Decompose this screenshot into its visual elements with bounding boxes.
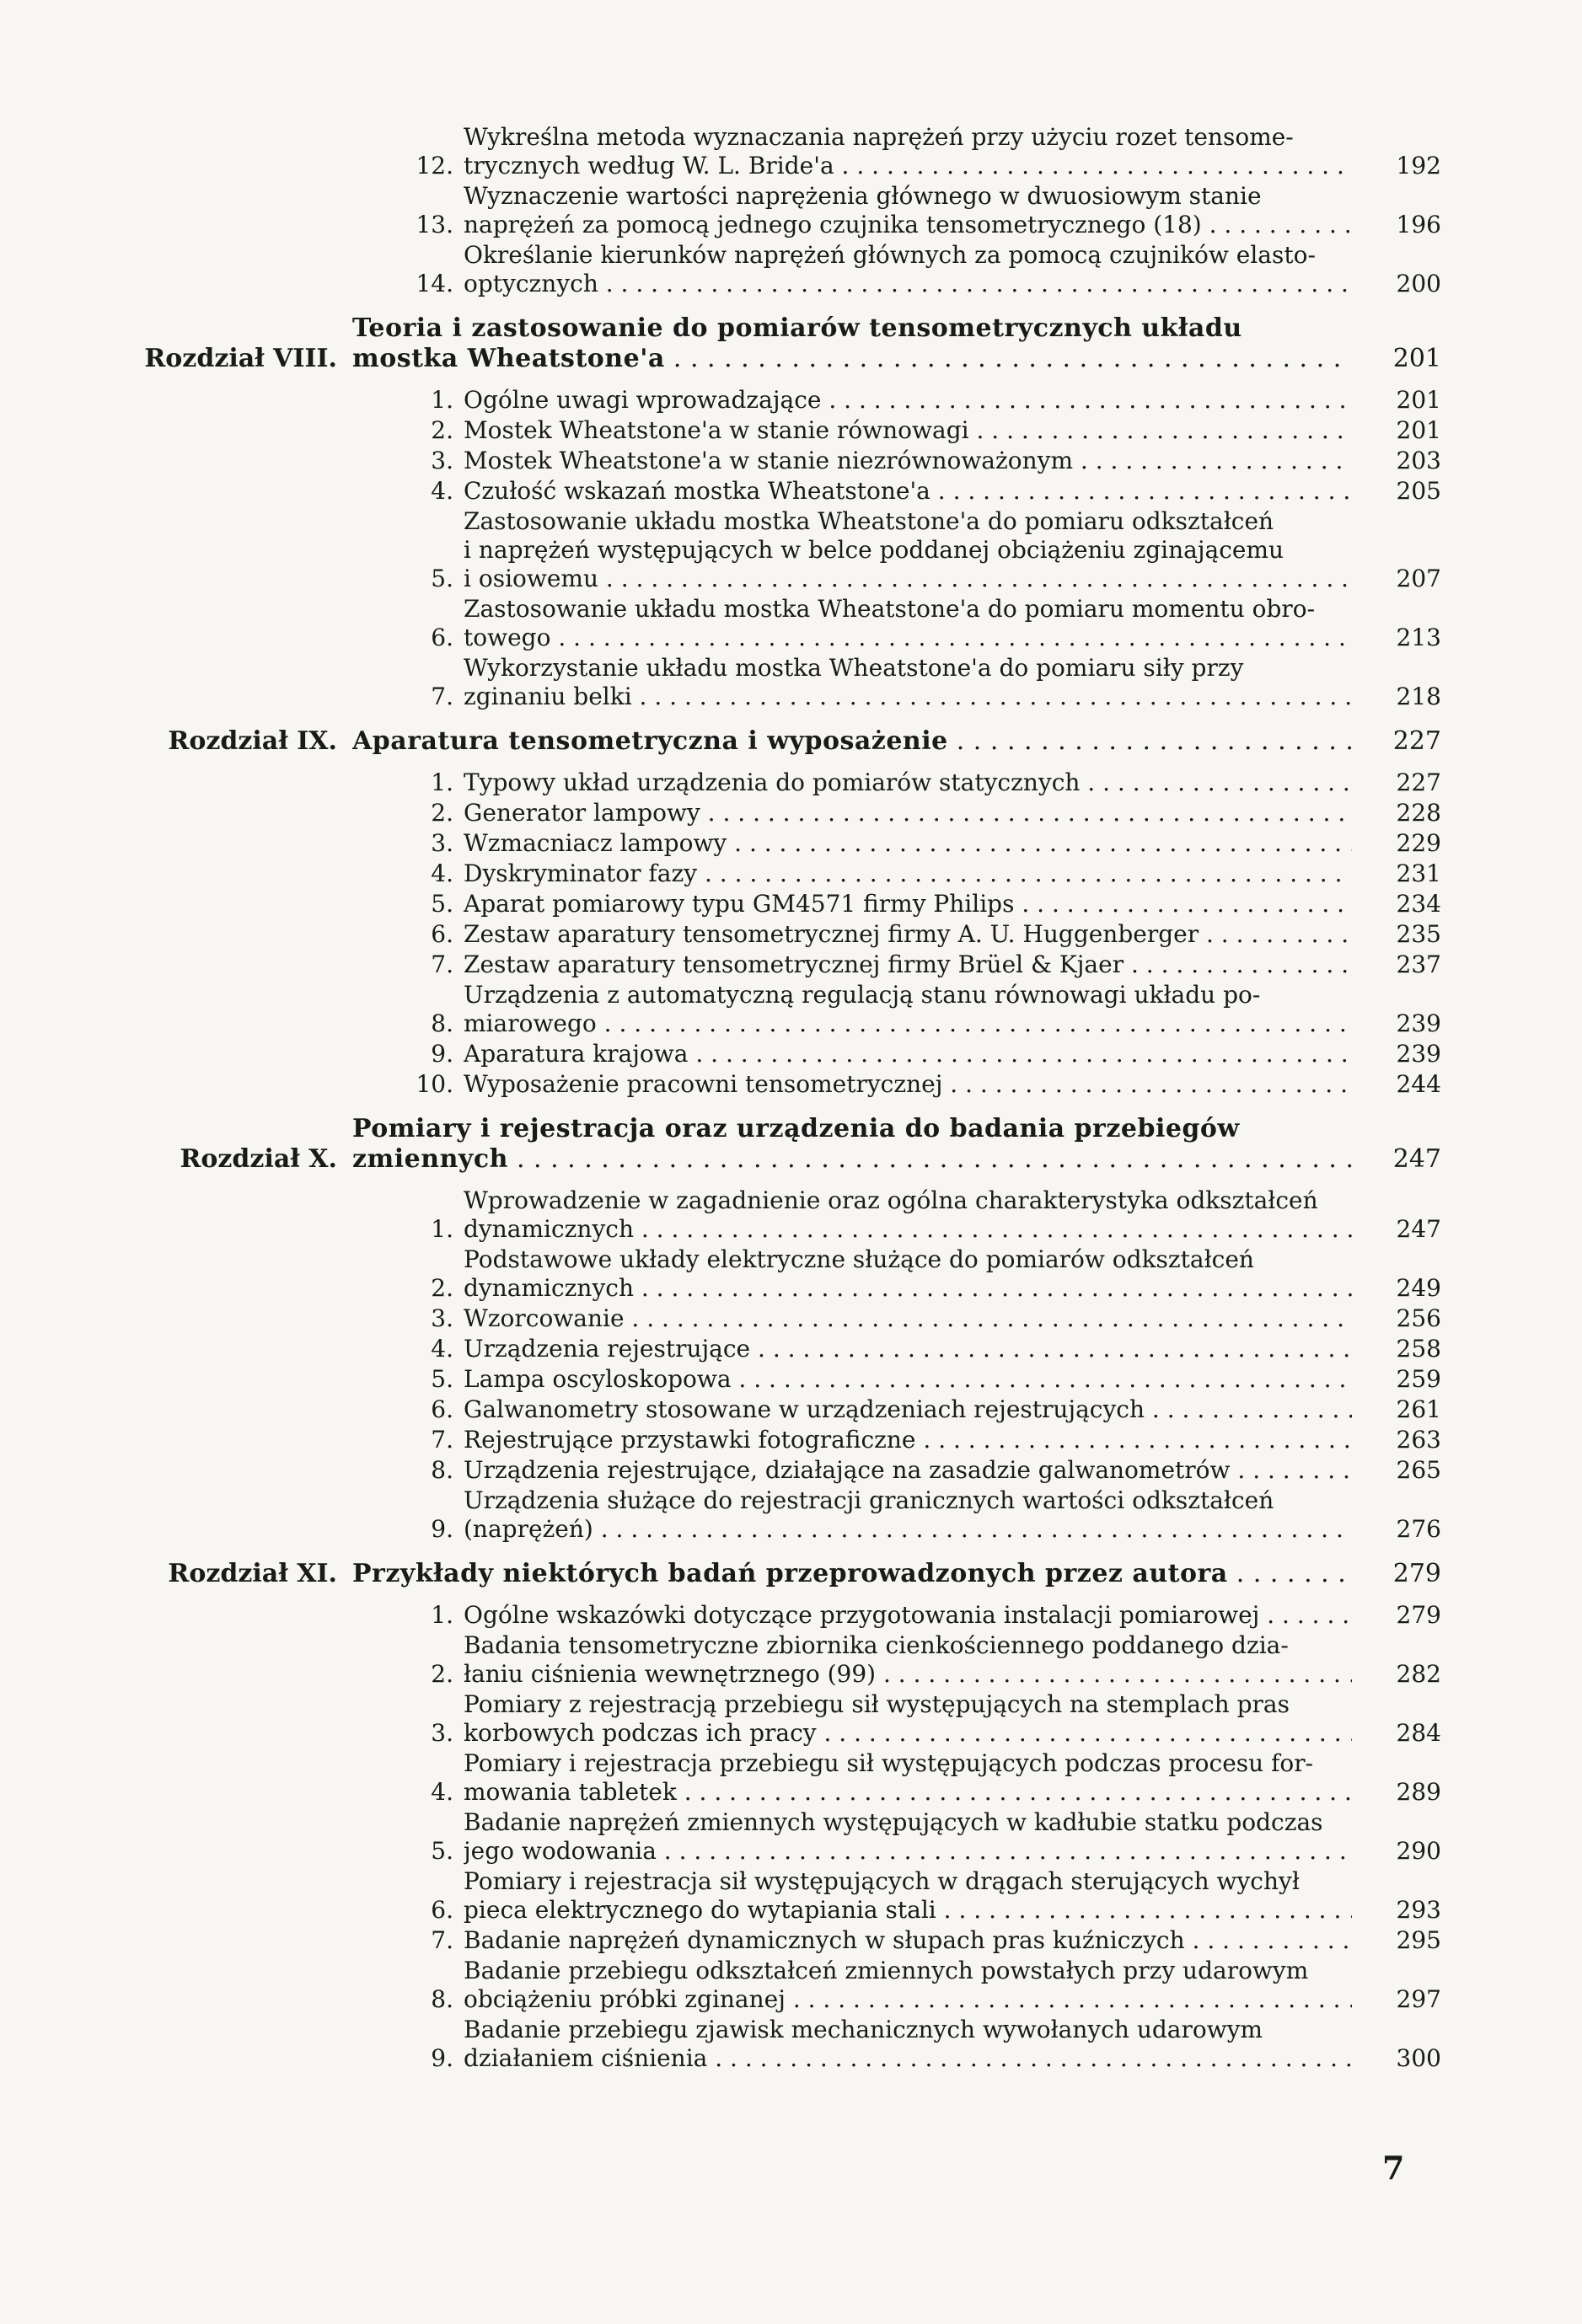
entry-page-number: 263 — [1396, 1426, 1441, 1454]
toc-entry — [126, 1631, 1441, 1689]
entry-title-line: Zastosowanie układu mostka Wheatstone'a do pomiaru momentu obro- — [464, 595, 1316, 623]
toc-entry — [126, 1690, 1441, 1748]
entry-title-last-line: Rejestrujące przystawki fotograficzne — [464, 1426, 916, 1454]
entry-page-number: 258 — [1396, 1335, 1441, 1363]
entry-title — [464, 981, 1357, 1038]
entry-title-last-line: Galwanometry stosowane w urządzeniach rejestrujących — [464, 1395, 1145, 1423]
entry-title — [464, 2016, 1357, 2073]
entry-title — [464, 829, 1357, 858]
entry-title — [464, 182, 1357, 239]
entry-number: 5. — [431, 1365, 453, 1393]
toc-entry — [126, 1749, 1441, 1807]
entry-title — [464, 1335, 1357, 1363]
entry-page-number: 244 — [1396, 1070, 1441, 1098]
chapter-label: Rozdział VIII. — [144, 344, 337, 373]
toc-entry — [126, 1304, 1441, 1333]
dot-leader — [593, 1515, 1352, 1543]
entry-title — [464, 1426, 1357, 1454]
dot-leader — [936, 1896, 1352, 1924]
entry-title-line: Badanie przebiegu odkształceń zmiennych powstałych przy udarowym — [464, 1957, 1309, 1984]
entry-page-number: 265 — [1396, 1456, 1441, 1484]
entry-title — [464, 890, 1357, 918]
entry-title-last-line: Wyposażenie pracowni tensometrycznej — [464, 1070, 943, 1098]
toc-entry — [126, 1040, 1441, 1068]
entry-title-last-line: Aparatura krajowa — [464, 1040, 689, 1068]
dot-leader — [625, 1304, 1352, 1332]
entry-title-line: Wykreślna metoda wyznaczania naprężeń przy użyciu rozet tensome- — [464, 123, 1294, 151]
entry-number: 10. — [416, 1070, 453, 1098]
entry-page-number: 247 — [1396, 1215, 1441, 1243]
entry-title — [464, 1926, 1357, 1955]
entry-title-last-line: Dyskryminator fazy — [464, 859, 698, 887]
dot-leader — [821, 386, 1352, 414]
toc-entry — [126, 859, 1441, 888]
entry-title-last-line: Lampa oscyloskopowa — [464, 1365, 732, 1393]
entry-number: 8. — [431, 1456, 453, 1484]
entry-title — [464, 859, 1357, 888]
entry-page-number: 249 — [1396, 1274, 1441, 1302]
entry-number: 3. — [431, 447, 453, 474]
toc-entry — [126, 654, 1441, 711]
entry-title-line: Pomiary z rejestracją przebiegu sił występujących na stemplach pras — [464, 1690, 1290, 1718]
entry-title — [464, 799, 1357, 827]
entry-page-number: 235 — [1396, 920, 1441, 948]
entry-title-last-line: optycznych — [464, 270, 598, 297]
entry-page-number: 192 — [1396, 152, 1441, 179]
dot-leader — [634, 1215, 1352, 1243]
entry-title-line: i naprężeń występujących w belce poddanej obciążeniu zginającemu — [464, 536, 1284, 564]
entry-number: 9. — [431, 1040, 453, 1068]
entry-number: 2. — [431, 416, 453, 444]
entry-page-number: 282 — [1396, 1660, 1441, 1688]
entry-title — [464, 1304, 1357, 1333]
toc-entry — [126, 416, 1441, 445]
entry-title — [464, 1808, 1357, 1866]
entry-title — [464, 416, 1357, 445]
entry-title-line: Urządzenia z automatyczną regulacją stanu równowagi układu po- — [464, 981, 1261, 1009]
entry-title-last-line: łaniu ciśnienia wewnętrznego (99) — [464, 1660, 877, 1688]
entry-page-number: 256 — [1396, 1304, 1441, 1332]
entry-title — [464, 386, 1357, 415]
entry-title-last-line: pieca elektrycznego do wytapiania stali — [464, 1896, 936, 1924]
entry-page-number: 231 — [1396, 859, 1441, 887]
entry-number: 3. — [431, 1304, 453, 1332]
toc-entry — [126, 1245, 1441, 1303]
toc-entry — [126, 1426, 1441, 1454]
chapter-title — [352, 1114, 1357, 1175]
entry-number: 2. — [431, 1660, 453, 1688]
entry-number: 2. — [431, 799, 453, 827]
entry-title-line: Podstawowe układy elektryczne służące do pomiarów odkształceń — [464, 1245, 1254, 1273]
dot-leader — [1202, 211, 1352, 238]
dot-leader — [657, 1837, 1352, 1865]
entry-page-number: 201 — [1396, 416, 1441, 444]
dot-leader — [930, 477, 1352, 505]
entry-title-last-line: zginaniu belki — [464, 683, 632, 710]
entry-title — [464, 1186, 1357, 1244]
entry-page-number: 279 — [1396, 1601, 1441, 1629]
entry-number: 1. — [431, 1215, 453, 1243]
entry-title-last-line: Mostek Wheatstone'a w stanie równowagi — [464, 416, 969, 444]
entry-page-number: 201 — [1396, 386, 1441, 414]
entry-title-last-line: (naprężeń) — [464, 1515, 593, 1543]
toc-entry — [126, 182, 1441, 239]
entry-title-last-line: Aparat pomiarowy typu GM4571 firmy Philips — [464, 890, 1015, 918]
entry-number: 2. — [431, 1274, 453, 1302]
entry-number: 6. — [431, 1896, 453, 1924]
entry-title — [464, 768, 1357, 797]
entry-title-last-line: Ogólne wskazówki dotyczące przygotowania instalacji pomiarowej — [464, 1601, 1260, 1629]
entry-title-last-line: Badanie naprężeń dynamicznych w słupach pras kuźniczych — [464, 1926, 1185, 1954]
dot-leader — [948, 726, 1352, 756]
toc-entry — [126, 595, 1441, 652]
dot-leader — [697, 859, 1352, 887]
entry-page-number: 229 — [1396, 829, 1441, 857]
entry-title — [464, 1957, 1357, 2014]
entry-title-last-line: trycznych według W. L. Bride'a — [464, 152, 834, 179]
toc-entry — [126, 1867, 1441, 1925]
dot-leader — [598, 565, 1352, 592]
entry-number: 8. — [431, 1985, 453, 2013]
entry-title — [464, 1631, 1357, 1689]
entry-title — [464, 477, 1357, 506]
entry-title-last-line: towego — [464, 624, 551, 651]
toc-entry — [126, 1957, 1441, 2014]
entry-title-last-line: dynamicznych — [464, 1274, 634, 1302]
dot-leader — [550, 624, 1352, 651]
dot-leader — [632, 683, 1352, 710]
dot-leader — [634, 1274, 1352, 1302]
entry-page-number: 297 — [1396, 1985, 1441, 2013]
entry-page-number: 239 — [1396, 1040, 1441, 1068]
entry-page-number: 295 — [1396, 1926, 1441, 1954]
entry-title-line: Badania tensometryczne zbiornika cienkościennego poddanego dzia- — [464, 1631, 1289, 1659]
entry-title-last-line: Zestaw aparatury tensometrycznej firmy Brüel & Kjaer — [464, 950, 1124, 978]
entry-title-last-line: Wzmacniacz lampowy — [464, 829, 727, 857]
entry-number: 7. — [431, 683, 453, 710]
table-of-contents — [126, 123, 1441, 2075]
chapter-label: Rozdział X. — [180, 1144, 337, 1174]
page-number: 7 — [1382, 2149, 1405, 2187]
dot-leader — [508, 1144, 1352, 1174]
dot-leader — [969, 416, 1352, 444]
entry-title-line: Urządzenia służące do rejestracji granicznych wartości odkształceń — [464, 1486, 1274, 1514]
toc-entry — [126, 386, 1441, 415]
entry-title-last-line: Urządzenia rejestrujące, działające na zasadzie galwanometrów — [464, 1456, 1231, 1484]
dot-leader — [1123, 950, 1352, 978]
entry-title-last-line: Typowy układ urządzenia do pomiarów statycznych — [464, 768, 1081, 796]
toc-entry — [126, 1070, 1441, 1099]
chapter-page-number: 247 — [1392, 1144, 1441, 1174]
entry-number: 5. — [431, 890, 453, 918]
entry-title-last-line: korbowych podczas ich pracy — [464, 1719, 817, 1747]
dot-leader — [727, 829, 1352, 857]
toc-entry — [126, 1456, 1441, 1485]
dot-leader — [707, 2044, 1352, 2072]
entry-title — [464, 241, 1357, 298]
entry-page-number: 290 — [1396, 1837, 1441, 1865]
toc-entry — [126, 1186, 1441, 1244]
entry-number: 5. — [431, 565, 453, 592]
entry-title — [464, 1365, 1357, 1394]
entry-title-last-line: dynamicznych — [464, 1215, 634, 1243]
entry-page-number: 293 — [1396, 1896, 1441, 1924]
entry-page-number: 234 — [1396, 890, 1441, 918]
toc-entry — [126, 950, 1441, 979]
toc-entry — [126, 241, 1441, 298]
dot-leader — [1259, 1601, 1352, 1629]
entry-title-last-line: jego wodowania — [464, 1837, 657, 1865]
entry-title — [464, 654, 1357, 711]
entry-number: 7. — [431, 950, 453, 978]
dot-leader — [750, 1335, 1352, 1363]
entry-title-last-line: Wzorcowanie — [464, 1304, 625, 1332]
chapter-heading — [126, 726, 1441, 757]
entry-number: 4. — [431, 859, 453, 887]
dot-leader — [598, 270, 1352, 297]
entry-number: 3. — [431, 829, 453, 857]
chapter-page-number: 227 — [1392, 726, 1441, 756]
entry-number: 3. — [431, 1719, 453, 1747]
entry-number: 12. — [416, 152, 453, 179]
entry-title-line: Wprowadzenie w zagadnienie oraz ogólna charakterystyka odkształceń — [464, 1186, 1318, 1214]
entry-page-number: 203 — [1396, 447, 1441, 474]
dot-leader — [1231, 1456, 1353, 1484]
entry-number: 6. — [431, 920, 453, 948]
entry-title — [464, 920, 1357, 949]
entry-number: 7. — [431, 1426, 453, 1454]
entry-title — [464, 1245, 1357, 1303]
entry-title-last-line: miarowego — [464, 1009, 597, 1037]
chapter-label: Rozdział IX. — [168, 726, 337, 756]
dot-leader — [786, 1985, 1352, 2013]
entry-page-number: 205 — [1396, 477, 1441, 505]
entry-page-number: 276 — [1396, 1515, 1441, 1543]
dot-leader — [732, 1365, 1352, 1393]
entry-number: 4. — [431, 1335, 453, 1363]
dot-leader — [942, 1070, 1352, 1098]
entry-page-number: 261 — [1396, 1395, 1441, 1423]
dot-leader — [597, 1009, 1352, 1037]
entry-title-last-line: naprężeń za pomocą jednego czujnika tensometrycznego (18) — [464, 211, 1202, 238]
entry-title-last-line: Generator lampowy — [464, 799, 700, 827]
chapter-title-last-line: mostka Wheatstone'a — [352, 344, 665, 373]
dot-leader — [1199, 920, 1352, 948]
entry-title-last-line: Zestaw aparatury tensometrycznej firmy A. U. Huggenberger — [464, 920, 1199, 948]
entry-number: 8. — [431, 1009, 453, 1037]
entry-page-number: 237 — [1396, 950, 1441, 978]
toc-entry — [126, 1365, 1441, 1394]
entry-page-number: 196 — [1396, 211, 1441, 238]
entry-page-number: 218 — [1396, 683, 1441, 710]
entry-title-last-line: i osiowemu — [464, 565, 599, 592]
entry-title-line: Określanie kierunków naprężeń głównych za pomocą czujników elasto- — [464, 241, 1316, 269]
entry-title — [464, 595, 1357, 652]
entry-title — [464, 1601, 1357, 1630]
entry-page-number: 228 — [1396, 799, 1441, 827]
entry-page-number: 207 — [1396, 565, 1441, 592]
entry-page-number: 213 — [1396, 624, 1441, 651]
chapter-title-last-line: zmiennych — [352, 1144, 508, 1174]
dot-leader — [677, 1778, 1352, 1806]
entry-number: 7. — [431, 1926, 453, 1954]
entry-number: 5. — [431, 1837, 453, 1865]
entry-page-number: 239 — [1396, 1009, 1441, 1037]
chapter-heading — [126, 1559, 1441, 1589]
chapter-title-line: Teoria i zastosowanie do pomiarów tensometrycznych układu — [352, 313, 1242, 343]
dot-leader — [1228, 1559, 1352, 1588]
dot-leader — [1185, 1926, 1352, 1954]
entry-number: 4. — [431, 1778, 453, 1806]
chapter-page-number: 201 — [1392, 344, 1441, 373]
dot-leader — [876, 1660, 1352, 1688]
chapter-title — [352, 313, 1357, 374]
dot-leader — [1080, 768, 1352, 796]
chapter-title — [352, 726, 1357, 757]
entry-title — [464, 507, 1357, 593]
entry-number: 9. — [431, 2044, 453, 2072]
toc-entry — [126, 477, 1441, 506]
dot-leader — [700, 799, 1352, 827]
entry-title — [464, 447, 1357, 475]
entry-title-last-line: działaniem ciśnienia — [464, 2044, 708, 2072]
chapter-page-number: 279 — [1392, 1559, 1441, 1588]
entry-title-line: Badanie naprężeń zmiennych występujących w kadłubie statku podczas — [464, 1808, 1323, 1836]
toc-entry — [126, 1601, 1441, 1630]
chapter-title-last-line: Przykłady niektórych badań przeprowadzonych przez autora — [352, 1559, 1228, 1588]
entry-number: 1. — [431, 386, 453, 414]
dot-leader — [1014, 890, 1352, 918]
entry-title-last-line: mowania tabletek — [464, 1778, 677, 1806]
entry-page-number: 259 — [1396, 1365, 1441, 1393]
toc-entry — [126, 1335, 1441, 1363]
chapter-heading — [126, 1114, 1441, 1175]
toc-entry — [126, 123, 1441, 180]
toc-entry — [126, 1926, 1441, 1955]
entry-title-line: Badanie przebiegu zjawisk mechanicznych wywołanych udarowym — [464, 2016, 1263, 2043]
entry-title-line: Wyznaczenie wartości naprężenia głównego w dwuosiowym stanie — [464, 182, 1262, 210]
entry-title — [464, 1749, 1357, 1807]
entry-number: 6. — [431, 1395, 453, 1423]
entry-number: 13. — [416, 211, 453, 238]
entry-title-line: Pomiary i rejestracja przebiegu sił występujących podczas procesu for- — [464, 1749, 1314, 1777]
dot-leader — [1073, 447, 1352, 474]
chapter-title-last-line: Aparatura tensometryczna i wyposażenie — [352, 726, 948, 756]
toc-entry — [126, 1808, 1441, 1866]
entry-title-last-line: Urządzenia rejestrujące — [464, 1335, 751, 1363]
entry-page-number: 200 — [1396, 270, 1441, 297]
entry-number: 9. — [431, 1515, 453, 1543]
entry-number: 6. — [431, 624, 453, 651]
entry-number: 14. — [416, 270, 453, 297]
entry-title-last-line: Ogólne uwagi wprowadzające — [464, 386, 822, 414]
toc-entry — [126, 768, 1441, 797]
entry-page-number: 227 — [1396, 768, 1441, 796]
dot-leader — [834, 152, 1352, 179]
dot-leader — [688, 1040, 1352, 1068]
dot-leader — [665, 344, 1352, 373]
dot-leader — [916, 1426, 1353, 1454]
toc-entry — [126, 981, 1441, 1038]
toc-entry — [126, 1486, 1441, 1544]
toc-entry — [126, 447, 1441, 475]
entry-title — [464, 1040, 1357, 1068]
entry-title-last-line: Mostek Wheatstone'a w stanie niezrównoważonym — [464, 447, 1074, 474]
entry-title — [464, 123, 1357, 180]
entry-number: 4. — [431, 477, 453, 505]
chapter-heading — [126, 313, 1441, 374]
toc-entry — [126, 890, 1441, 918]
entry-title-line: Zastosowanie układu mostka Wheatstone'a do pomiaru odkształceń — [464, 507, 1274, 535]
toc-entry — [126, 799, 1441, 827]
entry-page-number: 284 — [1396, 1719, 1441, 1747]
entry-title — [464, 1395, 1357, 1424]
chapter-label: Rozdział XI. — [168, 1559, 337, 1588]
toc-entry — [126, 920, 1441, 949]
entry-title — [464, 1070, 1357, 1099]
entry-title — [464, 950, 1357, 979]
entry-page-number: 300 — [1396, 2044, 1441, 2072]
chapter-title — [352, 1559, 1357, 1589]
entry-title-last-line: Czułość wskazań mostka Wheatstone'a — [464, 477, 930, 505]
entry-title — [464, 1867, 1357, 1925]
entry-title — [464, 1690, 1357, 1748]
toc-entry — [126, 2016, 1441, 2073]
entry-page-number: 289 — [1396, 1778, 1441, 1806]
dot-leader — [1145, 1395, 1352, 1423]
entry-title — [464, 1456, 1357, 1485]
dot-leader — [817, 1719, 1352, 1747]
toc-entry — [126, 1395, 1441, 1424]
chapter-title-line: Pomiary i rejestracja oraz urządzenia do badania przebiegów — [352, 1114, 1240, 1143]
entry-title-line: Pomiary i rejestracja sił występujących w drągach sterujących wychył — [464, 1867, 1300, 1895]
entry-title-line: Wykorzystanie układu mostka Wheatstone'a do pomiaru siły przy — [464, 654, 1244, 682]
entry-number: 1. — [431, 1601, 453, 1629]
entry-title — [464, 1486, 1357, 1544]
entry-number: 1. — [431, 768, 453, 796]
entry-title-last-line: obciążeniu próbki zginanej — [464, 1985, 786, 2013]
toc-entry — [126, 507, 1441, 593]
toc-entry — [126, 829, 1441, 858]
